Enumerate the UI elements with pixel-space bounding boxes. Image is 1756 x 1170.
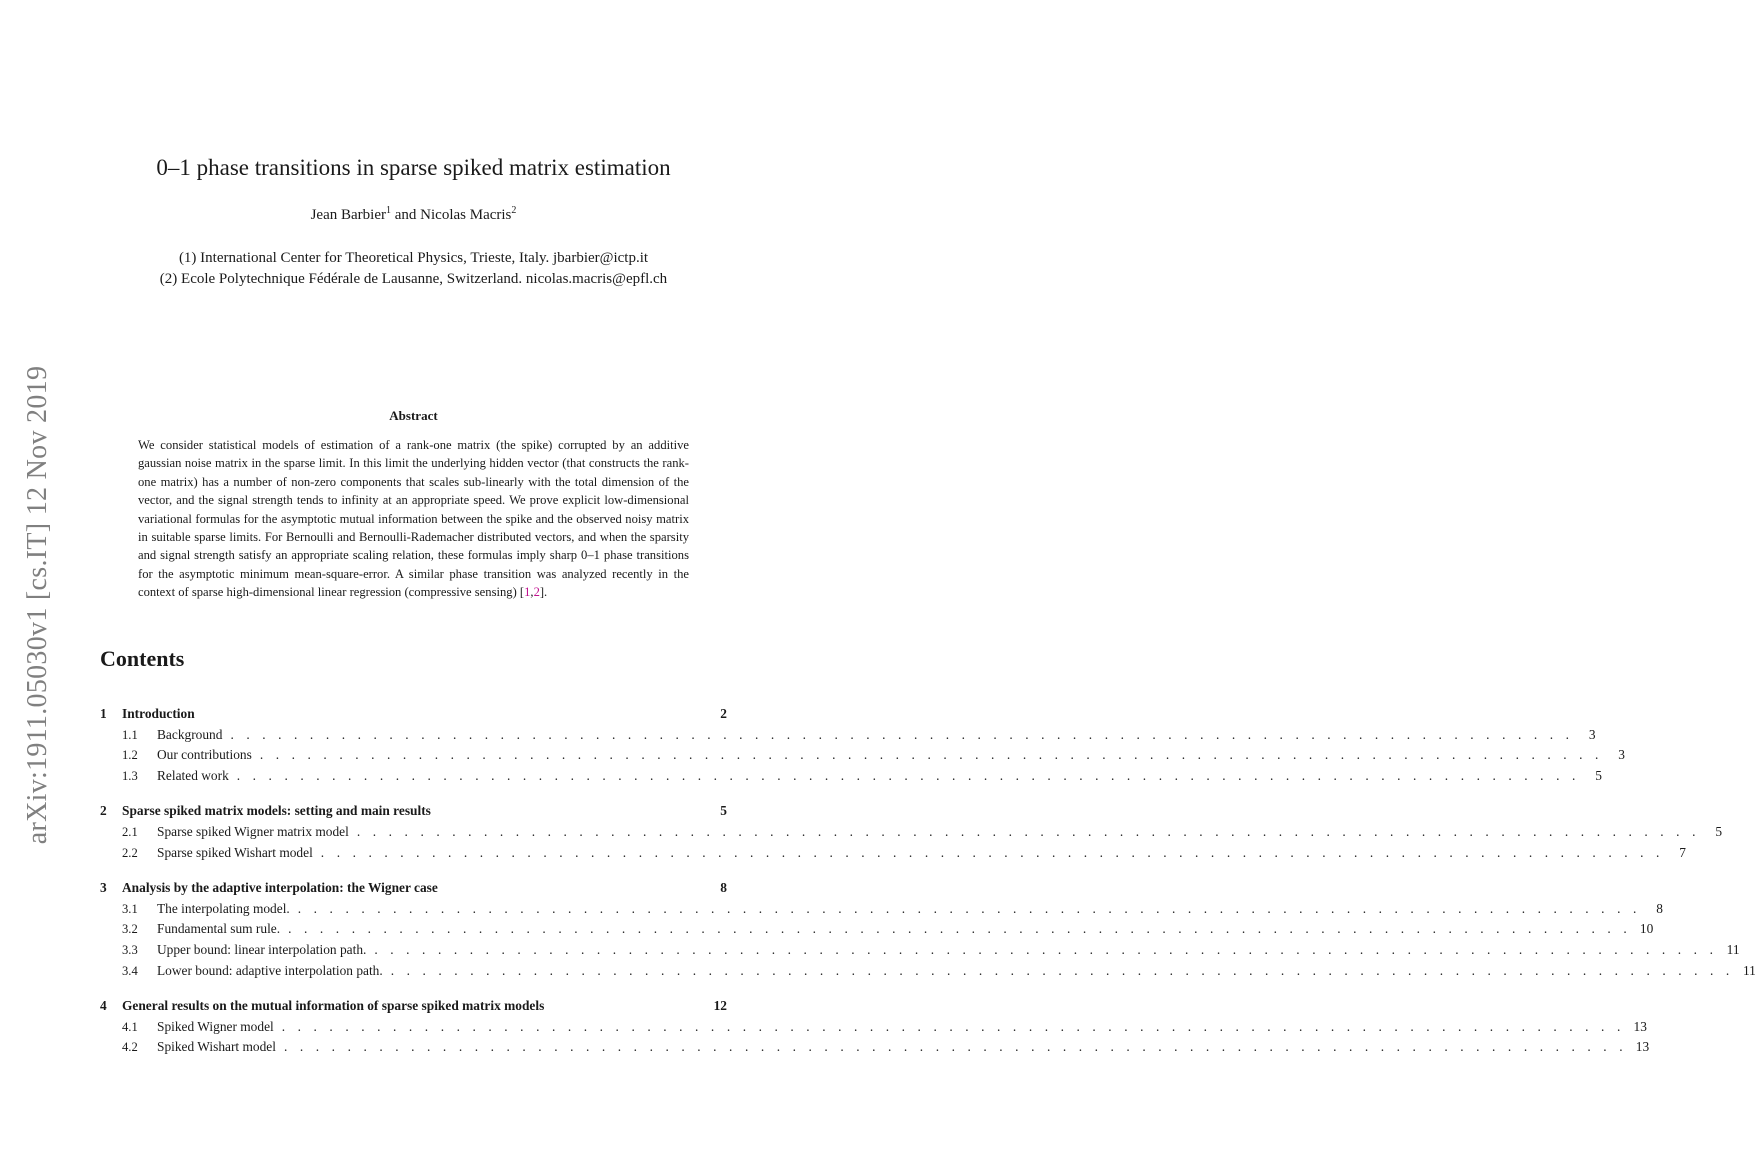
- toc-title: General results on the mutual information of sparse spiked matrix models: [122, 998, 545, 1014]
- toc-leader: . . . . . . . . . . . . . . . . . . . . . . . . . . . . . . . . . . . . . . . . . . . . . . . . . . . . . . . . . . . . . . . . . . . . . . . . . . . . . . . . . . . . .: [320, 844, 1664, 860]
- toc-title: Sparse spiked matrix models: setting and main results: [122, 803, 431, 819]
- toc-page-number: 3: [1618, 747, 1625, 763]
- toc-page-number: 5: [1715, 823, 1723, 839]
- author-name: Jean Barbier: [310, 207, 386, 223]
- toc-section-entry[interactable]: [100, 803, 727, 824]
- abstract-text-end: ].: [539, 585, 548, 600]
- toc-number: 4: [100, 998, 107, 1014]
- toc-title: The interpolating model.: [157, 900, 290, 916]
- abstract-text: [138, 436, 689, 602]
- toc-number: 3: [100, 880, 107, 896]
- toc-leader: . . . . . . . . . . . . . . . . . . . . . . . . . . . . . . . . . . . . . . . . . . . . . . . . . . . . . . . . . . . . . . . . . . . . . . . . . . . . . . . . . . . . .: [281, 1018, 1625, 1034]
- citation-link[interactable]: 1: [524, 585, 531, 600]
- toc-leader: . . . . . . . . . . . . . . . . . . . . . . . . . . . . . . . . . . . . . . . . . . . . . . . . . . . . . . . . . . . . . . . . . . . . . . . . . . . . . . . . . . . . .: [390, 962, 1734, 978]
- author-line: [0, 205, 827, 225]
- abstract-heading: Abstract: [389, 408, 438, 423]
- toc-page-number: 13: [1635, 1039, 1650, 1055]
- contents-heading: Contents: [100, 646, 185, 671]
- toc-subsection-entry[interactable]: [100, 941, 1740, 963]
- toc-page-number: 3: [1588, 726, 1596, 742]
- table-of-contents: [100, 706, 1756, 1060]
- toc-title: Upper bound: linear interpolation path.: [157, 941, 367, 957]
- toc-number: 3.1: [122, 901, 138, 916]
- author-connector: and: [390, 207, 421, 223]
- paper-title: 0–1 phase transitions in sparse spiked matrix estimation: [156, 155, 671, 180]
- toc-title: Spiked Wishart model: [157, 1039, 276, 1055]
- toc-title: Our contributions: [157, 747, 252, 763]
- toc-number: 1: [100, 706, 107, 721]
- toc-title: Analysis by the adaptive interpolation: the Wigner case: [122, 880, 438, 896]
- toc-title: Sparse spiked Wishart model: [157, 844, 313, 860]
- toc-page-number: 5: [1595, 767, 1602, 783]
- affiliation-line: (1) International Center for Theoretical Physics, Trieste, Italy. jbarbier@ictp.it: [178, 250, 649, 266]
- toc-subsection-entry[interactable]: [100, 767, 1602, 789]
- toc-number: 2: [100, 803, 107, 819]
- toc-number: 3.3: [122, 942, 138, 957]
- toc-number: 4.1: [122, 1019, 138, 1034]
- toc-number: 4.2: [122, 1040, 138, 1055]
- toc-page-number: 10: [1639, 921, 1654, 937]
- toc-number: 3.2: [122, 922, 138, 937]
- toc-section-entry[interactable]: [100, 998, 727, 1019]
- toc-leader: . . . . . . . . . . . . . . . . . . . . . . . . . . . . . . . . . . . . . . . . . . . . . . . . . . . . . . . . . . . . . . . . . . . . . . . . . . . . . . . . . . . . .: [374, 941, 1718, 957]
- toc-title: Related work: [157, 767, 229, 783]
- toc-subsection-entry[interactable]: [100, 823, 1723, 845]
- toc-subsection-entry[interactable]: [100, 726, 1596, 748]
- toc-subsection-entry[interactable]: [100, 747, 1625, 768]
- toc-leader: . . . . . . . . . . . . . . . . . . . . . . . . . . . . . . . . . . . . . . . . . . . . . . . . . . . . . . . . . . . . . . . . . . . . . . . . . . . . . . . . . . . . .: [230, 726, 1574, 742]
- toc-page-number: 11: [1742, 962, 1756, 978]
- toc-subsection-entry[interactable]: [100, 921, 1654, 942]
- toc-leader: . . . . . . . . . . . . . . . . . . . . . . . . . . . . . . . . . . . . . . . . . . . . . . . . . . . . . . . . . . . . . . . . . . . . . . . . . . . . . . . . . . . . .: [288, 921, 1632, 937]
- toc-number: 1.3: [122, 768, 138, 783]
- toc-subsection-entry[interactable]: [100, 1018, 1647, 1040]
- toc-page-number: 2: [720, 706, 727, 721]
- toc-leader: . . . . . . . . . . . . . . . . . . . . . . . . . . . . . . . . . . . . . . . . . . . . . . . . . . . . . . . . . . . . . . . . . . . . . . . . . . . . . . . . . . . . .: [283, 1039, 1628, 1055]
- toc-number: 1.1: [122, 727, 138, 742]
- toc-leader: . . . . . . . . . . . . . . . . . . . . . . . . . . . . . . . . . . . . . . . . . . . . . . . . . . . . . . . . . . . . . . . . . . . . . . . . . . . . . . . . . . . . .: [236, 767, 1580, 783]
- toc-number: 2.1: [122, 824, 138, 839]
- toc-title: Fundamental sum rule.: [157, 921, 281, 937]
- toc-subsection-entry[interactable]: [100, 900, 1663, 922]
- toc-leader: . . . . . . . . . . . . . . . . . . . . . . . . . . . . . . . . . . . . . . . . . . . . . . . . . . . . . . . . . . . . . . . . . . . . . . . . . . . . . . . . . . . . .: [297, 900, 1641, 916]
- toc-title: Introduction: [122, 706, 195, 721]
- toc-title: Spiked Wigner model: [157, 1018, 274, 1034]
- toc-title: Background: [157, 726, 223, 742]
- toc-title: Lower bound: adaptive interpolation path.: [157, 962, 383, 978]
- citation-separator: ,: [530, 585, 534, 600]
- toc-subsection-entry[interactable]: [100, 962, 1756, 984]
- citation-link[interactable]: 2: [533, 585, 540, 600]
- toc-page-number: 5: [720, 803, 727, 819]
- affiliation-line: (2) Ecole Polytechnique Fédérale de Lausanne, Switzerland. nicolas.macris@epfl.ch: [159, 271, 668, 287]
- toc-number: 2.2: [122, 845, 138, 860]
- toc-subsection-entry[interactable]: [100, 1039, 1650, 1060]
- toc-page-number: 7: [1679, 844, 1686, 860]
- toc-section-entry[interactable]: [100, 880, 727, 901]
- toc-page-number: 8: [720, 880, 727, 896]
- toc-page-number: 11: [1726, 941, 1740, 957]
- author-name: Nicolas Macris: [420, 207, 512, 223]
- affiliation-mark: 2: [511, 205, 517, 216]
- affiliation-mark: 1: [385, 205, 391, 216]
- toc-number: 3.4: [122, 963, 138, 978]
- toc-title: Sparse spiked Wigner matrix model: [157, 823, 349, 839]
- toc-leader: . . . . . . . . . . . . . . . . . . . . . . . . . . . . . . . . . . . . . . . . . . . . . . . . . . . . . . . . . . . . . . . . . . . . . . . . . . . . . . . . . . . . .: [259, 747, 1603, 763]
- toc-number: 1.2: [122, 748, 138, 763]
- toc-page-number: 8: [1656, 900, 1663, 916]
- toc-page-number: 12: [713, 998, 727, 1014]
- toc-page-number: 13: [1633, 1018, 1647, 1034]
- toc-section-entry[interactable]: [100, 706, 727, 727]
- arxiv-identifier-stamp: arXiv:1911.05030v1 [cs.IT] 12 Nov 2019: [22, 365, 53, 845]
- abstract-text-body: We consider statistical models of estimation of a rank-one matrix (the spike) corrupted by an additive gaussian noise matrix in the sparse limit. In this limit the underlying hidden vector (that constructs the rank-one matrix) has a number of non-zero components that scales sub-linearly with the total dimension of the vector, and the signal strength tends to infinity at an appropriate speed. We prove explicit low-dimensional variational formulas for the asymptotic mutual information between the spike and the observed noisy matrix in suitable sparse limits. For Bernoulli and Bernoulli-Rademacher distributed vectors, and when the sparsity and signal strength satisfy an appropriate scaling relation, these formulas imply sharp 0–1 phase transitions for the asymptotic minimum mean-square-error. A similar phase transition was analyzed recently in the context of sparse high-dimensional linear regression (compressive sensing) [: [138, 438, 689, 600]
- toc-leader: . . . . . . . . . . . . . . . . . . . . . . . . . . . . . . . . . . . . . . . . . . . . . . . . . . . . . . . . . . . . . . . . . . . . . . . . . . . . . . . . . . . . .: [356, 823, 1701, 839]
- toc-subsection-entry[interactable]: [100, 844, 1686, 866]
